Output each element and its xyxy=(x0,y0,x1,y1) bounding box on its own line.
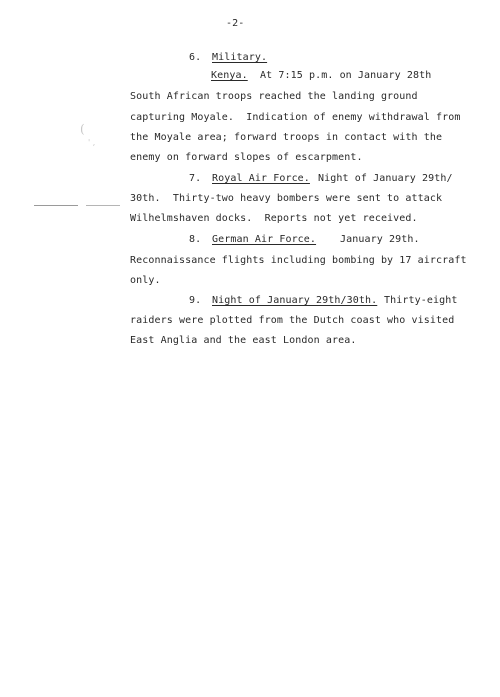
section-7-line-2: 30th. Thirty-two heavy bombers were sent to attack xyxy=(130,193,443,204)
margin-tick-mark: ' , xyxy=(88,138,96,147)
section-6-line-3: capturing Moyale. Indication of enemy withdrawal from xyxy=(130,112,461,123)
section-6-subheading: Kenya. xyxy=(211,70,248,81)
section-6-line-2: South African troops reached the landing ground xyxy=(130,91,418,102)
section-6-line-4: the Moyale area; forward troops in contact with the xyxy=(130,132,443,143)
section-7-line-3: Wilhelmshaven docks. Reports not yet received. xyxy=(130,213,418,224)
section-7-heading: Royal Air Force. xyxy=(212,173,310,184)
margin-bracket-mark: ( xyxy=(80,122,85,136)
section-8-line-2: Reconnaissance flights including bombing by 17 aircraft xyxy=(130,255,467,266)
section-8-line-1: January 29th. xyxy=(340,234,420,245)
section-9-line-3: East Anglia and the east London area. xyxy=(130,335,357,346)
section-8-line-3: only. xyxy=(130,275,161,286)
section-9-number: 9. xyxy=(189,295,202,306)
page-number: -2- xyxy=(226,18,245,29)
section-6-heading: Military. xyxy=(212,52,268,63)
section-6-number: 6. xyxy=(189,52,202,63)
section-7-number: 7. xyxy=(189,173,202,184)
margin-rule-mark xyxy=(34,205,78,206)
section-8-heading: German Air Force. xyxy=(212,234,317,245)
section-6-line-5: enemy on forward slopes of escarpment. xyxy=(130,152,363,163)
section-7-line-1: Night of January 29th/ xyxy=(318,173,453,184)
section-9-heading: Night of January 29th/30th. xyxy=(212,295,378,306)
section-9-line-2: raiders were plotted from the Dutch coast who visited xyxy=(130,315,455,326)
section-9-line-1: Thirty-eight xyxy=(384,295,458,306)
section-8-number: 8. xyxy=(189,234,202,245)
section-6-line-1: At 7:15 p.m. on January 28th xyxy=(260,70,432,81)
margin-rule-mark-2 xyxy=(86,205,120,206)
